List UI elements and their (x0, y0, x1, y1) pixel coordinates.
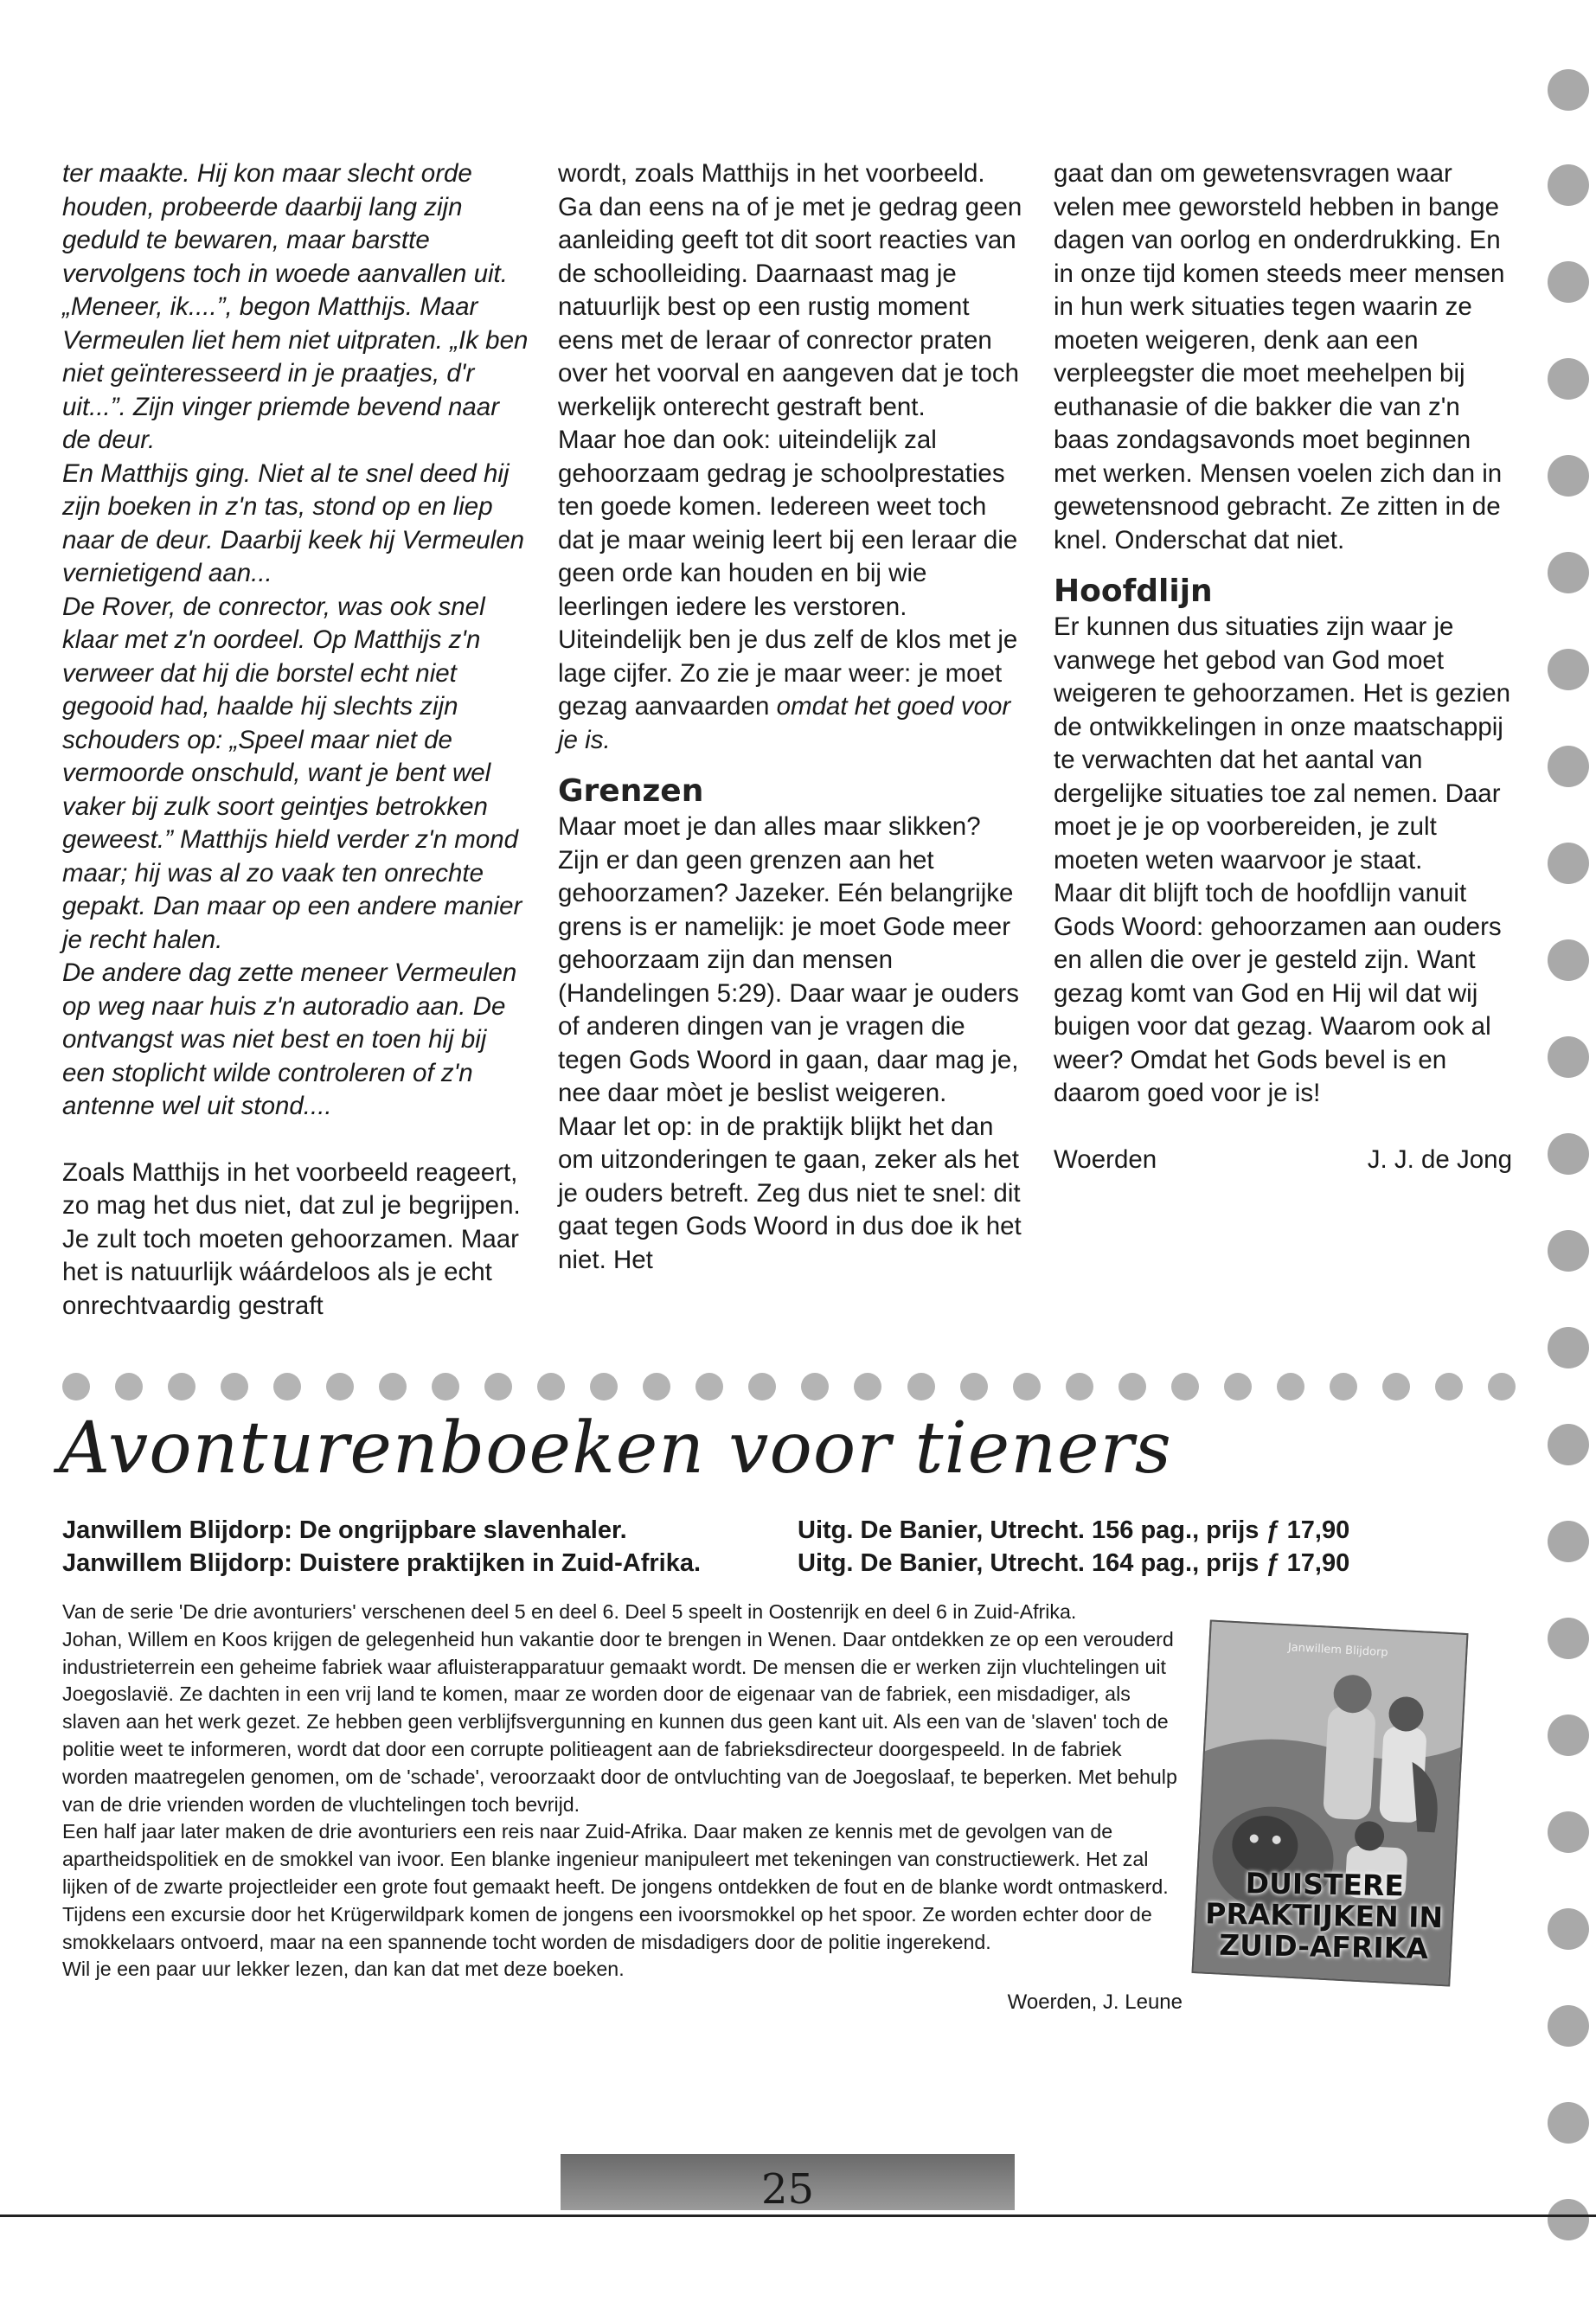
decorative-dot (221, 1373, 248, 1400)
decorative-dot (1118, 1373, 1146, 1400)
paragraph: ter maakte. Hij kon maar slecht orde houden, probeerde daarbij lang zijn geduld te bewaren, maar barstte vervolgens toch in woede aanvallen uit. „Meneer, ik....”, begon Matthijs. Maar Vermeulen liet hem niet uitpraten. „Ik ben niet geïnteresseerd in je praatjes, d'r uit...”. Zijn vinger priemde bevend naar de deur. (62, 159, 529, 454)
review-title: Avonturenboeken voor tieners (59, 1407, 1172, 1490)
paragraph: Je zult toch moeten gehoorzamen. Maar het is natuurlijk wáárdeloos als je echt onrechtvaardig gestraft (62, 1224, 520, 1320)
decorative-dot (1548, 1521, 1589, 1562)
decorative-dot (1171, 1373, 1199, 1400)
decorative-dot (1224, 1373, 1252, 1400)
footer-rule (0, 2214, 1596, 2217)
book-entry (62, 1547, 1446, 1580)
book-cover-image (1192, 1619, 1469, 1986)
paragraph: Maar moet je dan alles maar slikken? Zijn er dan geen grenzen aan het gehoorzamen? Jazeker. Eén belangrijke grens is er namelijk: je moet Gode meer gehoorzaam zijn dan mensen (Handelingen 5:29). Daar waar je ouders of anderen dingen van je vragen die tegen Gods Woord in gaan, daar mag je, nee daar mòet je beslist weigeren. (558, 812, 1019, 1107)
article-column-3 (1054, 157, 1512, 1176)
decorative-dot (1548, 2199, 1589, 2240)
article-signature (1054, 1144, 1512, 1177)
decorative-dot (1548, 1133, 1589, 1175)
decorative-dot (1548, 1230, 1589, 1272)
section-heading-grenzen: Grenzen (558, 773, 704, 809)
paragraph: De andere dag zette meneer Vermeulen op weg naar huis z'n autoradio aan. De ontvangst was niet best en toen hij bij een stoplicht wilde controleren of z'n antenne wel uit stond.... (62, 958, 517, 1120)
decorative-dot (1548, 1327, 1589, 1368)
paragraph: Wil je een paar uur lekker lezen, dan kan dat met deze boeken. (62, 1958, 625, 1981)
paragraph: gaat dan om gewetensvragen waar velen mee geworsteld hebben in bange dagen van oorlog en onderdrukking. En in onze tijd komen steeds meer mensen in hun werk situaties tegen waarin ze moeten weigeren, denk aan een verpleegster die moet meehelpen bij euthanasie of die bakker die van z'n baas zondagsavonds moet beginnen met werken. Mensen voelen zich dan in gewetensnood gebracht. Ze zitten in de knel. Onderschat dat niet. (1054, 159, 1505, 554)
decorative-dot (1548, 2005, 1589, 2047)
decorative-dot (1548, 1811, 1589, 1853)
decorative-dot (695, 1373, 723, 1400)
decorative-dot (907, 1373, 935, 1400)
decorative-dot (1548, 939, 1589, 981)
decorative-dot (537, 1373, 565, 1400)
decorative-dot (432, 1373, 459, 1400)
decorative-dot (484, 1373, 512, 1400)
decorative-dot (168, 1373, 195, 1400)
decorative-dot (801, 1373, 829, 1400)
decorative-dot (326, 1373, 354, 1400)
decorative-dot (1548, 552, 1589, 593)
decorative-dot (1548, 1036, 1589, 1078)
decorative-dot (854, 1373, 881, 1400)
decorative-dot (1548, 1618, 1589, 1659)
paragraph: wordt, zoals Matthijs in het voorbeeld. Ga dan eens na of je met je gedrag geen aanleiding geeft tot dit soort reacties van de schoolleiding. Daarnaast mag je natuurlijk best op een rustig moment eens met de leraar of conrector praten over het voorval en aangeven dat je toch werkelijk onterecht gestraft bent. (558, 159, 1022, 421)
review-body (62, 1599, 1183, 2016)
book-publisher: Uitg. De Banier, Utrecht. 156 pag., prijs ƒ 17,90 (798, 1516, 1350, 1544)
dot-divider (62, 1373, 1516, 1400)
decorative-dot (1548, 261, 1589, 303)
decorative-dot (1548, 746, 1589, 787)
decorative-dot (1548, 358, 1589, 400)
decorative-dot (1277, 1373, 1304, 1400)
decorative-dot (379, 1373, 407, 1400)
signature-author: J. J. de Jong (1367, 1144, 1512, 1174)
decorative-dot (273, 1373, 301, 1400)
decorative-dot (1548, 1908, 1589, 1950)
decorative-dot (62, 1373, 90, 1400)
paragraph-text: Maar hoe dan ook: uiteindelijk zal gehoorzaam gedrag je schoolprestaties ten goede komen. Iedereen weet toch dat je maar weinig leert bij een leraar die geen orde kan houden en bij wie leerlingen iedere les verstoren. Uiteindelijk ben je dus zelf de klos met je lage cijfer. Zo zie je maar weer: je moet gezag aanvaarden (558, 426, 1018, 721)
decorative-dot (748, 1373, 776, 1400)
paragraph: Maar dit blijft toch de hoofdlijn vanuit Gods Woord: gehoorzamen aan ouders en allen die over je gesteld zijn. Want gezag komt van God en Hij wil dat wij buigen voor dat gezag. Waarom ook al weer? Omdat het Gods bevel is en daarom goed voor je is! (1054, 879, 1502, 1107)
paragraph: Er kunnen dus situaties zijn waar je vanwege het gebod van God moet weigeren te gehoorzamen. Het is gezien de ontwikkelingen in onze maatschappij te verwachten dat het aantal van dergelijke situaties toe zal nemen. Daar moet je je op voorbereiden, je zult moeten weten waarvoor je staat. (1054, 612, 1511, 875)
book-title: Janwillem Blijdorp: De ongrijpbare slavenhaler. (62, 1516, 627, 1544)
cover-author: Janwillem Blijdorp (1287, 1641, 1388, 1660)
decorative-dot (643, 1373, 670, 1400)
decorative-dot (1548, 455, 1589, 497)
page-number: 25 (760, 2165, 815, 2214)
decorative-dot (115, 1373, 143, 1400)
decorative-dot (1488, 1373, 1516, 1400)
decorative-dot (1330, 1373, 1357, 1400)
decorative-dot (1382, 1373, 1410, 1400)
decorative-dot (1548, 1715, 1589, 1756)
book-entry (62, 1514, 1446, 1547)
emphasis-text: omdat het goed voor je is. (558, 692, 1011, 754)
decorative-dot (1013, 1373, 1041, 1400)
paragraph (558, 424, 1025, 757)
cover-title: DUISTERE PRAKTIJKEN IN ZUID-AFRIKA (1204, 1866, 1444, 1965)
article-column-2 (558, 157, 1025, 1277)
decorative-dot (1548, 1424, 1589, 1465)
book-list (62, 1514, 1446, 1580)
paragraph: Van de serie 'De drie avonturiers' verschenen deel 5 en deel 6. Deel 5 speelt in Oostenrijk en deel 6 in Zuid-Afrika. (62, 1600, 1077, 1623)
decorative-dot (1435, 1373, 1463, 1400)
decorative-dot (590, 1373, 618, 1400)
signature-place: Woerden (1054, 1144, 1157, 1174)
paragraph: En Matthijs ging. Niet al te snel deed hij zijn boeken in z'n tas, stond op en liep naar de deur. Daarbij keek hij Vermeulen vernietigend aan... (62, 458, 525, 587)
paragraph: Zoals Matthijs in het voorbeeld reageert, zo mag het dus niet, dat zul je begrijpen. (62, 1157, 521, 1220)
paragraph: Een half jaar later maken de drie avonturiers een reis naar Zuid-Afrika. Daar maken ze kennis met de gevolgen van de apartheidspolitiek en de smokkel van ivoor. Een blanke ingenieur manipuleert met tekeningen van constructiewerk. Het zal lijken of de zwarte projectleider een grote fout gemaakt heeft. De jongens ontdekken de fout en de blanke wordt ontmaskerd. Tijdens een excursie door het Krügerwildpark komen de jongens een ivoorsmokkel op het spoor. Ze worden echter door de smokkelaars ontvoerd, maar na een spannende tocht worden de misdadigers door de politie ingerekend. (62, 1820, 1169, 1953)
section-heading-hoofdlijn: Hoofdlijn (1054, 574, 1213, 609)
decorative-dot (1548, 843, 1589, 884)
book-publisher: Uitg. De Banier, Utrecht. 164 pag., prijs ƒ 17,90 (798, 1549, 1350, 1577)
decorative-dot (1548, 649, 1589, 690)
decorative-dot (1548, 2102, 1589, 2144)
decorative-dot (1548, 164, 1589, 206)
paragraph: Johan, Willem en Koos krijgen de gelegenheid hun vakantie door te brengen in Wenen. Daar ontdekken ze op een verouderd industrieterrein een geheime fabriek waar afluisterapparatuur gemaakt wordt. De mensen die er werken zijn vluchtelingen uit Joegoslavië. Ze dachten in een vrij land te komen, maar ze worden door de eigenaar van de fabriek, een misdadiger, als slaven aan het werk gezet. Ze hebben geen verblijfsvergunning en kunnen dus geen kant uit. Als een van de 'slaven' toch de politie weet te informeren, wordt dat door een corrupte politieagent aan de fabrieksdirecteur doorgespeeld. In de fabriek worden maatregelen genomen, om de 'schade', veroorzaakt door de ontvluchting van de Joegoslaaf, te beperken. Met behulp van de drie vrienden worden de vluchtelingen toch bevrijd. (62, 1627, 1177, 1816)
book-title: Janwillem Blijdorp: Duistere praktijken in Zuid-Afrika. (62, 1549, 702, 1577)
decorative-dot (1066, 1373, 1093, 1400)
paragraph: Maar let op: in de praktijk blijkt het dan om uitzonderingen te gaan, zeker als het je ouders betreft. Zeg dus niet te snel: dit gaat tegen Gods Woord in dus doe ik het niet. Het (558, 1112, 1022, 1274)
paragraph: De Rover, de conrector, was ook snel klaar met z'n oordeel. Op Matthijs z'n verweer dat hij die borstel echt niet gegooid had, haalde hij slechts zijn schouders op: „Speel maar niet de vermoorde onschuld, want je bent wel vaker bij zulk soort geintjes betrokken geweest.” Matthijs hield verder z'n mond maar; hij was al zo vaak ten onrechte gepakt. Dan maar op een andere manier je recht halen. (62, 592, 522, 954)
decorative-dot (960, 1373, 988, 1400)
article-column-1 (62, 157, 534, 1323)
review-signature: Woerden, J. Leune (1007, 1990, 1183, 2015)
decorative-dot (1548, 69, 1589, 111)
right-edge-dots (1544, 69, 1589, 2266)
